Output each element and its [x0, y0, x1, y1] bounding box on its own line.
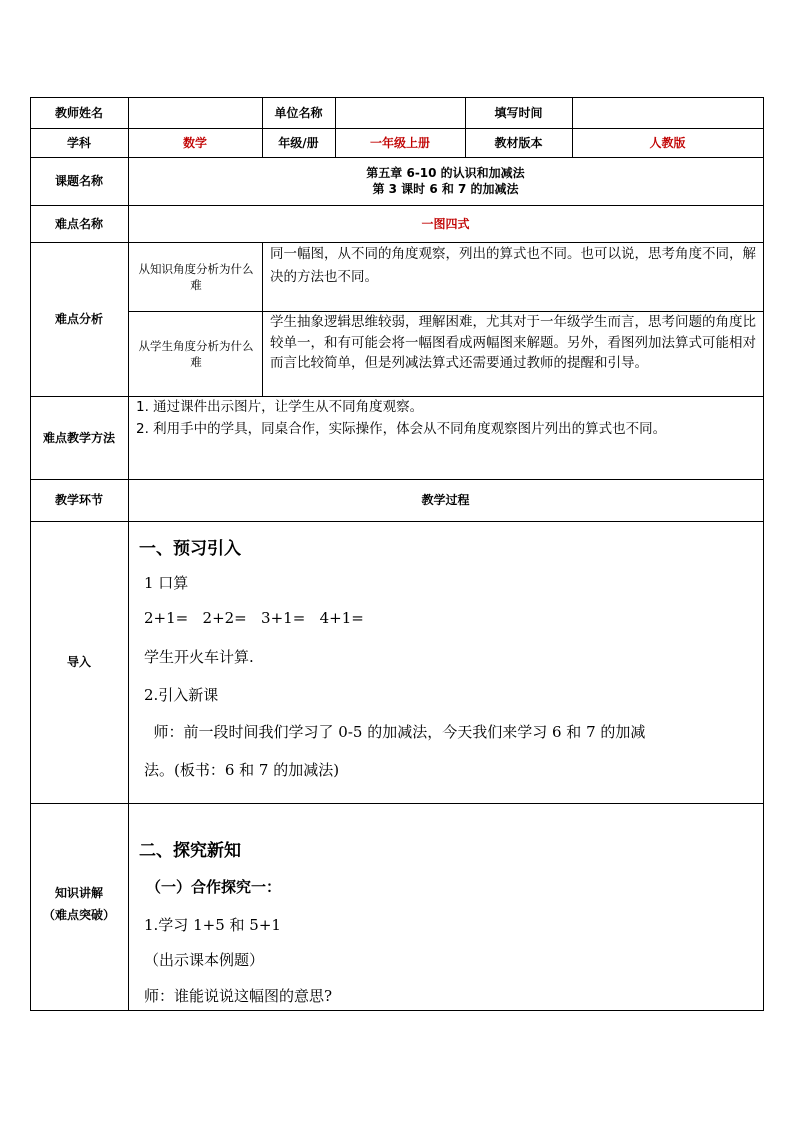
method-label: 难点教学方法 [42, 430, 115, 445]
grade-label: 年级/册 [278, 135, 319, 150]
knowledge-angle-label: 从知识角度分析为什么难 [138, 261, 254, 292]
knowledge-angle-text: 同一幅图，从不同的角度观察，列出的算式也不同。也可以说，思考角度不同，解决的方法也不同。 [270, 246, 756, 285]
topic-value [128, 160, 763, 202]
subject-value: 数学 [182, 135, 207, 150]
explore-line-1: 1.学习 1+5 和 5+1 [144, 916, 281, 934]
explore-subheading: （一）合作探究一： [146, 878, 282, 896]
intro-heading: 一、预习引入 [139, 539, 241, 559]
intro-line-5: 师：前一段时间我们学习了 0-5 的加减法，今天我们来学习 6 和 7 的加减 [144, 723, 646, 741]
difficulty-value: 一图四式 [421, 216, 470, 231]
teacher-label: 教师姓名 [54, 105, 103, 120]
student-angle-text: 学生抽象逻辑思维较弱，理解困难，尤其对于一年级学生而言，思考问题的角度比较单一，和有可能会将一幅图看成两幅图来解题。另外，看图列加法算式可能相对而言比较简单，但是列减法算式还需要通过教师的提醒和引导。 [270, 314, 756, 371]
intro-line-4: 2.引入新课 [144, 686, 219, 704]
intro-label: 导入 [66, 655, 91, 669]
explore-line-2: （出示课本例题） [144, 951, 265, 969]
grade-value: 一年级上册 [369, 135, 430, 150]
subject-label: 学科 [66, 135, 91, 150]
difficulty-label: 难点名称 [54, 216, 103, 231]
student-angle-label: 从学生角度分析为什么难 [138, 338, 254, 369]
explore-label-line-2: （难点突破） [42, 908, 115, 922]
method-item-2: 2. 利用手中的学具，同桌合作，实际操作，体会从不同角度观察图片列出的算式也不同。 [136, 421, 667, 437]
explore-heading: 二、探究新知 [139, 841, 241, 861]
topic-line-1: 第五章 6-10 的认识和加减法 [366, 166, 525, 180]
method-item-1: 1. 通过课件出示图片，让学生从不同角度观察。 [136, 399, 424, 415]
analysis-label: 难点分析 [54, 312, 103, 326]
date-value [572, 97, 763, 128]
intro-line-3: 学生开火车计算. [144, 648, 254, 666]
topic-line-2: 第 3 课时 6 和 7 的加减法 [372, 182, 519, 196]
unit-value [335, 97, 465, 128]
date-label: 填写时间 [494, 105, 543, 120]
process-header: 教学过程 [421, 493, 470, 507]
explore-label [30, 803, 128, 1010]
edition-label: 教材版本 [494, 135, 543, 150]
table-line [30, 521, 764, 522]
table-line [30, 1010, 764, 1011]
intro-line-2: 2+1= 2+2= 3+1= 4+1= [144, 609, 364, 627]
intro-line-1: 1 口算 [144, 574, 189, 592]
table-line [763, 97, 764, 1010]
explore-line-3: 师：谁能说说这幅图的意思? [144, 987, 333, 1005]
table-line [30, 803, 764, 804]
table-line [30, 157, 764, 158]
unit-label: 单位名称 [274, 105, 323, 120]
teacher-value [128, 97, 262, 128]
table-line [262, 242, 263, 396]
edition-value: 人教版 [649, 135, 686, 150]
intro-line-6: 法。(板书：6 和 7 的加减法) [144, 761, 340, 779]
stage-header: 教学环节 [54, 493, 103, 507]
explore-label-line-1: 知识讲解 [54, 886, 103, 900]
topic-label: 课题名称 [54, 174, 103, 188]
